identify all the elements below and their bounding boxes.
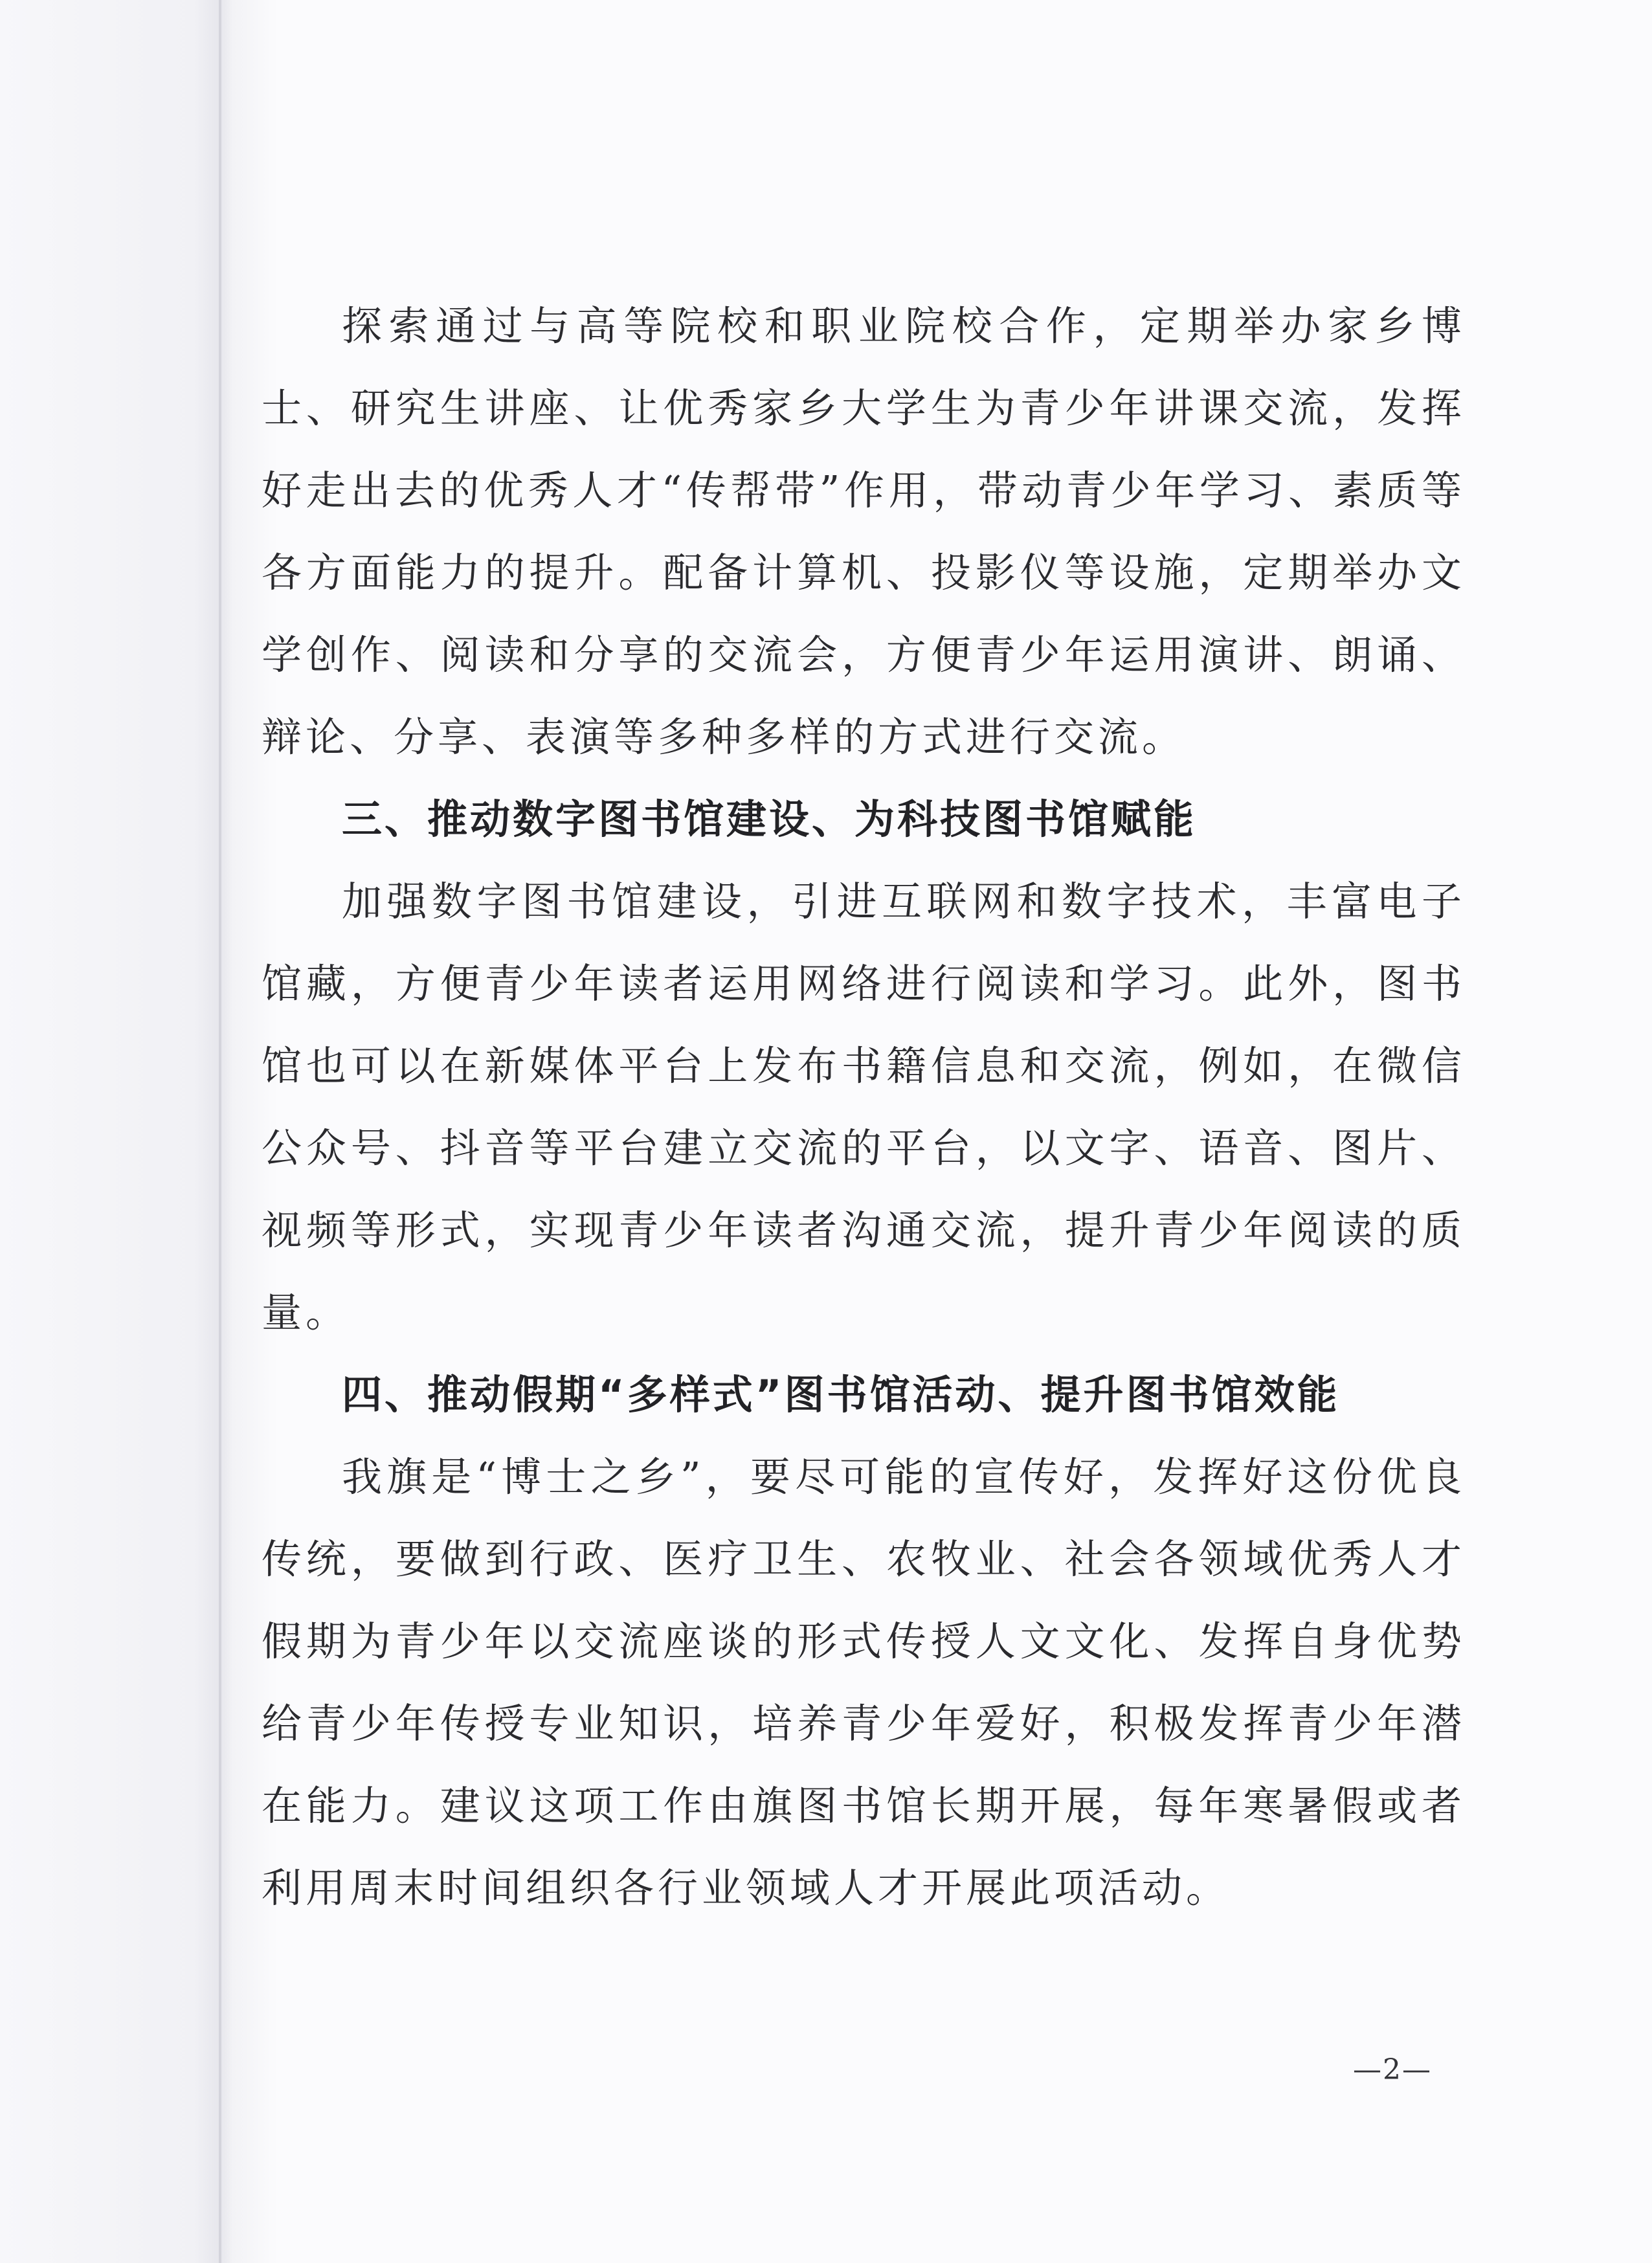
paragraph-holiday-activities: 我旗是“博士之乡”，要尽可能的宣传好，发挥好这份优良传统，要做到行政、医疗卫生、农牧业、社会各领域优秀人才假期为青少年以交流座谈的形式传授人文文化、发挥自身优势给青少年传授专业知识，培养青少年爱好，积极发挥青少年潜在能力。建议这项工作由旗图书馆长期开展，每年寒暑假或者利用周末时间组织各行业领域人才开展此项活动。 [262,1453,1466,1912]
page-number: —2— [1353,2053,1432,2086]
heading-section-3: 三、推动数字图书馆建设、为科技图书馆赋能 [342,796,1197,843]
document-body [262,285,1466,1929]
paragraph-academic-cooperation: 探索通过与高等院校和职业院校合作，定期举办家乡博士、研究生讲座、让优秀家乡大学生为青少年讲课交流，发挥好走出去的优秀人才“传帮带”作用，带动青少年学习、素质等各方面能力的提升。配备计算机、投影仪等设施，定期举办文学创作、阅读和分享的交流会，方便青少年运用演讲、朗诵、辩论、分享、表演等多种多样的方式进行交流。 [262,302,1466,761]
heading-section-4: 四、推动假期“多样式”图书馆活动、提升图书馆效能 [342,1371,1340,1418]
paragraph-digital-library: 加强数字图书馆建设，引进互联网和数字技术，丰富电子馆藏，方便青少年读者运用网络进行阅读和学习。此外，图书馆也可以在新媒体平台上发布书籍信息和交流，例如，在微信公众号、抖音等平台建立交流的平台，以文字、语音、图片、视频等形式，实现青少年读者沟通交流，提升青少年阅读的质量。 [262,878,1466,1336]
binding-shadow [0,0,278,2263]
binding-edge-line [219,0,221,2263]
